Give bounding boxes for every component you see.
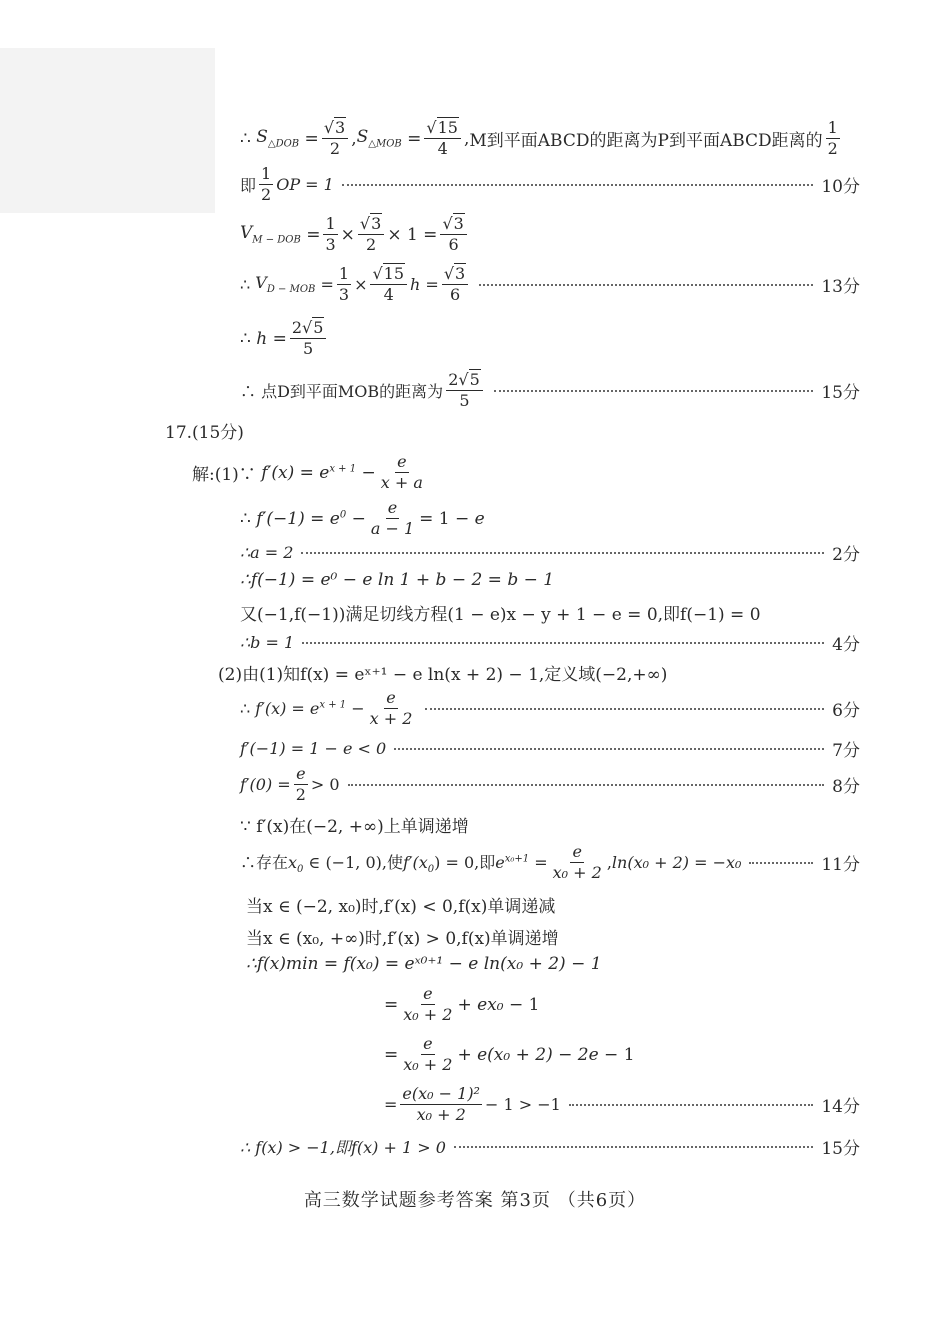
- line-exist-x0: ∴存在$x_0$ ∈ (−1, 0),使$f'(x_0) = 0$,即$e^{x_0+1}$ = $\frac{e}{\text{x₀ + 2}}$ , ln(x₀ + 2) = −x₀ 11分: [240, 842, 860, 882]
- line-volume-m-dob: $V_{M - DOB}$ = $\frac{1}{3}$ × $\frac{√3}{2}$ × 1 = $\frac{√3}{6}$: [240, 214, 470, 255]
- therefore-symbol: ∴: [240, 128, 251, 149]
- score-label: 11分: [821, 855, 860, 875]
- line-a-eq: ∴a = 2 2分: [240, 540, 860, 565]
- score-label: 14分: [821, 1097, 860, 1117]
- line-volume-d-mob: ∴ $V_{D - MOB}$ = $\frac{1}{3}$ × $\frac{√15}{4}$ h = $\frac{√3}{6}$ 13分: [240, 264, 860, 304]
- score-label: 7分: [832, 741, 860, 761]
- line-b-eq: ∴b = 1 4分: [240, 630, 860, 655]
- line-increasing: 当x ∈ (x₀, +∞)时,f′(x) > 0,f(x)单调递增: [246, 929, 559, 949]
- line-half-op: 即 $\frac{1}{2}$ OP = 1 10分: [240, 164, 860, 204]
- line-fp-0: f′(0) = $\frac{e}{2}$ > 0 8分: [240, 764, 860, 804]
- score-label: 15分: [821, 383, 860, 403]
- page-footer: 高三数学试题参考答案 第3页 （共6页）: [303, 1190, 647, 1211]
- line-fmin-step1: = $\frac{e}{\text{x₀ + 2}}$ + ex₀ − 1: [384, 984, 540, 1024]
- line-monotone: ∵ f′(x)在(−2, +∞)上单调递增: [240, 817, 469, 837]
- line-decreasing: 当x ∈ (−2, x₀)时,f′(x) < 0,f(x)单调递减: [246, 897, 556, 917]
- line-f-prime-2: ∴ $f'(x) = e^{x + 1}$ − $\frac{e}{x + 2}$ 6分: [240, 688, 860, 728]
- score-label: 13分: [821, 277, 860, 297]
- score-label: 10分: [821, 177, 860, 197]
- line-f-derivative: 解:(1)∵ $f'(x) = e^{x + 1}$ − $\frac{e}{x + a}$: [192, 452, 423, 492]
- score-label: 2分: [832, 545, 860, 565]
- score-label: 8分: [832, 777, 860, 797]
- score-label: 6分: [832, 701, 860, 721]
- line-f-m1-value: ∴f(−1) = e⁰ − e ln 1 + b − 2 = b − 1: [240, 570, 555, 590]
- scan-shadow: [0, 48, 215, 213]
- line-fmin: ∴f(x)min = f(x₀) = eˣ⁰⁺¹ − e ln(x₀ + 2) − 1: [246, 954, 602, 974]
- question-17-header: 17.(15分): [165, 423, 244, 443]
- line-f-prime-m1: ∴ $f'(-1) = e^0$ − $\frac{e}{a - 1}$ = 1 − e: [240, 498, 485, 538]
- distance-statement: M到平面ABCD的距离为P到平面ABCD距离的: [469, 131, 823, 151]
- score-label: 15分: [821, 1139, 860, 1159]
- score-label: 4分: [832, 635, 860, 655]
- line-fmin-step2: = $\frac{e}{\text{x₀ + 2}}$ + e(x₀ + 2) − 2e − 1: [384, 1034, 635, 1074]
- line-fp-m1: f′(−1) = 1 − e < 0 7分: [240, 736, 860, 761]
- line-part2: (2)由(1)知f(x) = eˣ⁺¹ − e ln(x + 2) − 1,定义域(−2,+∞): [218, 665, 668, 685]
- line-fmin-step3: = $\frac{\text{e(x₀ − 1)²}}{\text{x₀ + 2}}$ − 1 > −1 14分: [384, 1084, 860, 1124]
- line-area-values: ∴ $S_{\triangle DOB}$ = $\frac{√3}{2}$ , $S_{\triangle MOB}$ = $\frac{√15}{4}$ , M到平面ABCD的距离为P到平面ABCD距离的 $\frac{1}{2}$: [240, 118, 838, 158]
- line-h-value: ∴ h = $\frac{2√5}{5}$: [240, 318, 329, 359]
- line-final: ∴ f(x) > −1,即f(x) + 1 > 0 15分: [240, 1134, 860, 1159]
- line-tangent: 又(−1,f(−1))满足切线方程(1 − e)x − y + 1 − e = 0,即f(−1) = 0: [240, 605, 761, 625]
- line-distance-d: ∴ 点D到平面MOB的距离为 $\frac{2√5}{5}$ 15分: [240, 370, 860, 410]
